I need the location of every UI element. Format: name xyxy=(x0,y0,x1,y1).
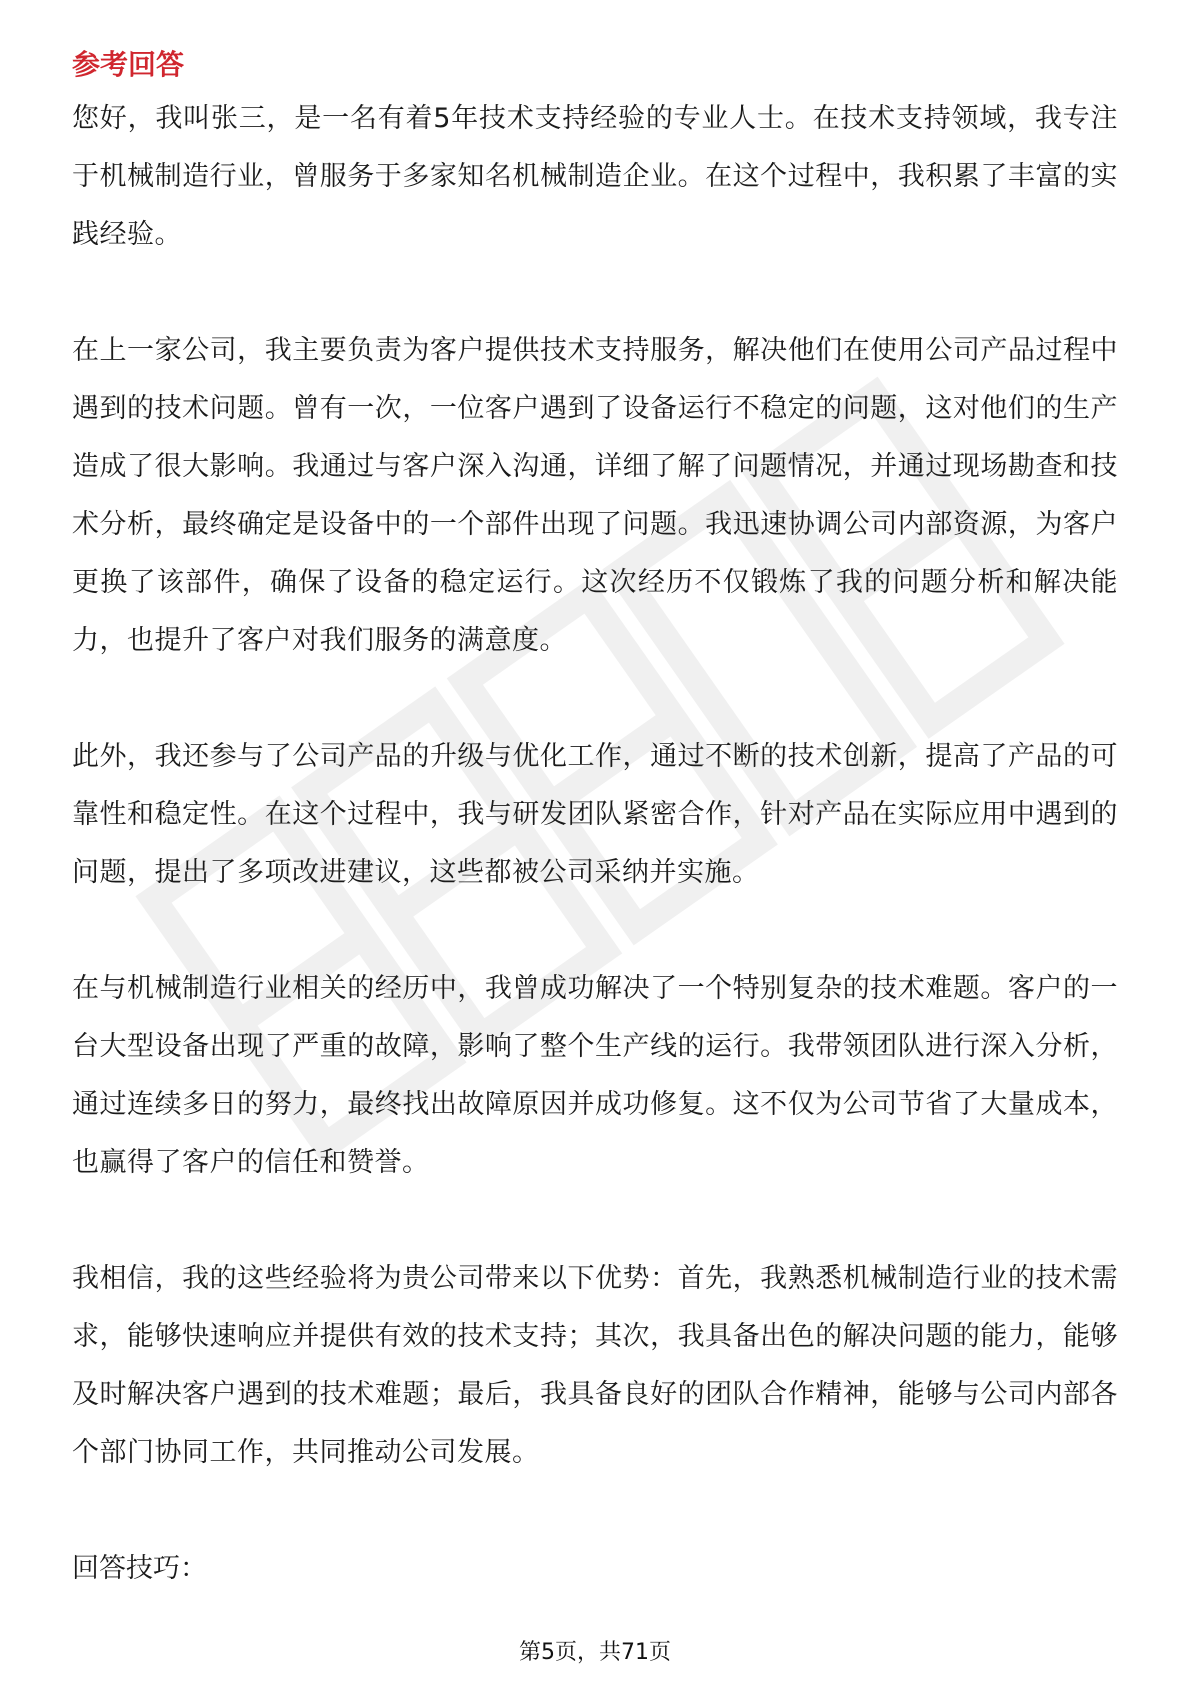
paragraph-intro: 您好，我叫张三，是一名有着5年技术支持经验的专业人士。在技术支持领域，我专注于机械制造行业，曾服务于多家知名机械制造企业。在这个过程中，我积累了丰富的实践经验。 xyxy=(72,103,1118,250)
paragraph-complex-problem: 在与机械制造行业相关的经历中，我曾成功解决了一个特别复杂的技术难题。客户的一台大型设备出现了严重的故障，影响了整个生产线的运行。我带领团队进行深入分析，通过连续多日的努力，最终找出故障原因并成功修复。这不仅为公司节省了大量成本，也赢得了客户的信任和赞誉。 xyxy=(72,973,1118,1178)
reference-answer-heading: 参考回答 xyxy=(72,48,185,81)
page-number: 第5页，共71页 xyxy=(519,1640,671,1665)
answer-tips-label: 回答技巧： xyxy=(72,1553,207,1584)
paragraph-product-upgrade: 此外，我还参与了公司产品的升级与优化工作，通过不断的技术创新，提高了产品的可靠性和稳定性。在这个过程中，我与研发团队紧密合作，针对产品在实际应用中遇到的问题，提出了多项改进建议，这些都被公司采纳并实施。 xyxy=(72,741,1118,888)
document-body xyxy=(72,40,1118,1598)
paragraph-advantages: 我相信，我的这些经验将为贵公司带来以下优势：首先，我熟悉机械制造行业的技术需求，能够快速响应并提供有效的技术支持；其次，我具备出色的解决问题的能力，能够及时解决客户遇到的技术难题；最后，我具备良好的团队合作精神，能够与公司内部各个部门协同工作，共同推动公司发展。 xyxy=(72,1263,1118,1468)
paragraph-previous-company: 在上一家公司，我主要负责为客户提供技术支持服务，解决他们在使用公司产品过程中遇到的技术问题。曾有一次，一位客户遇到了设备运行不稳定的问题，这对他们的生产造成了很大影响。我通过与客户深入沟通，详细了解了问题情况，并通过现场勘查和技术分析，最终确定是设备中的一个部件出现了问题。我迅速协调公司内部资源，为客户更换了该部件，确保了设备的稳定运行。这次经历不仅锻炼了我的问题分析和解决能力，也提升了客户对我们服务的满意度。 xyxy=(72,335,1118,656)
